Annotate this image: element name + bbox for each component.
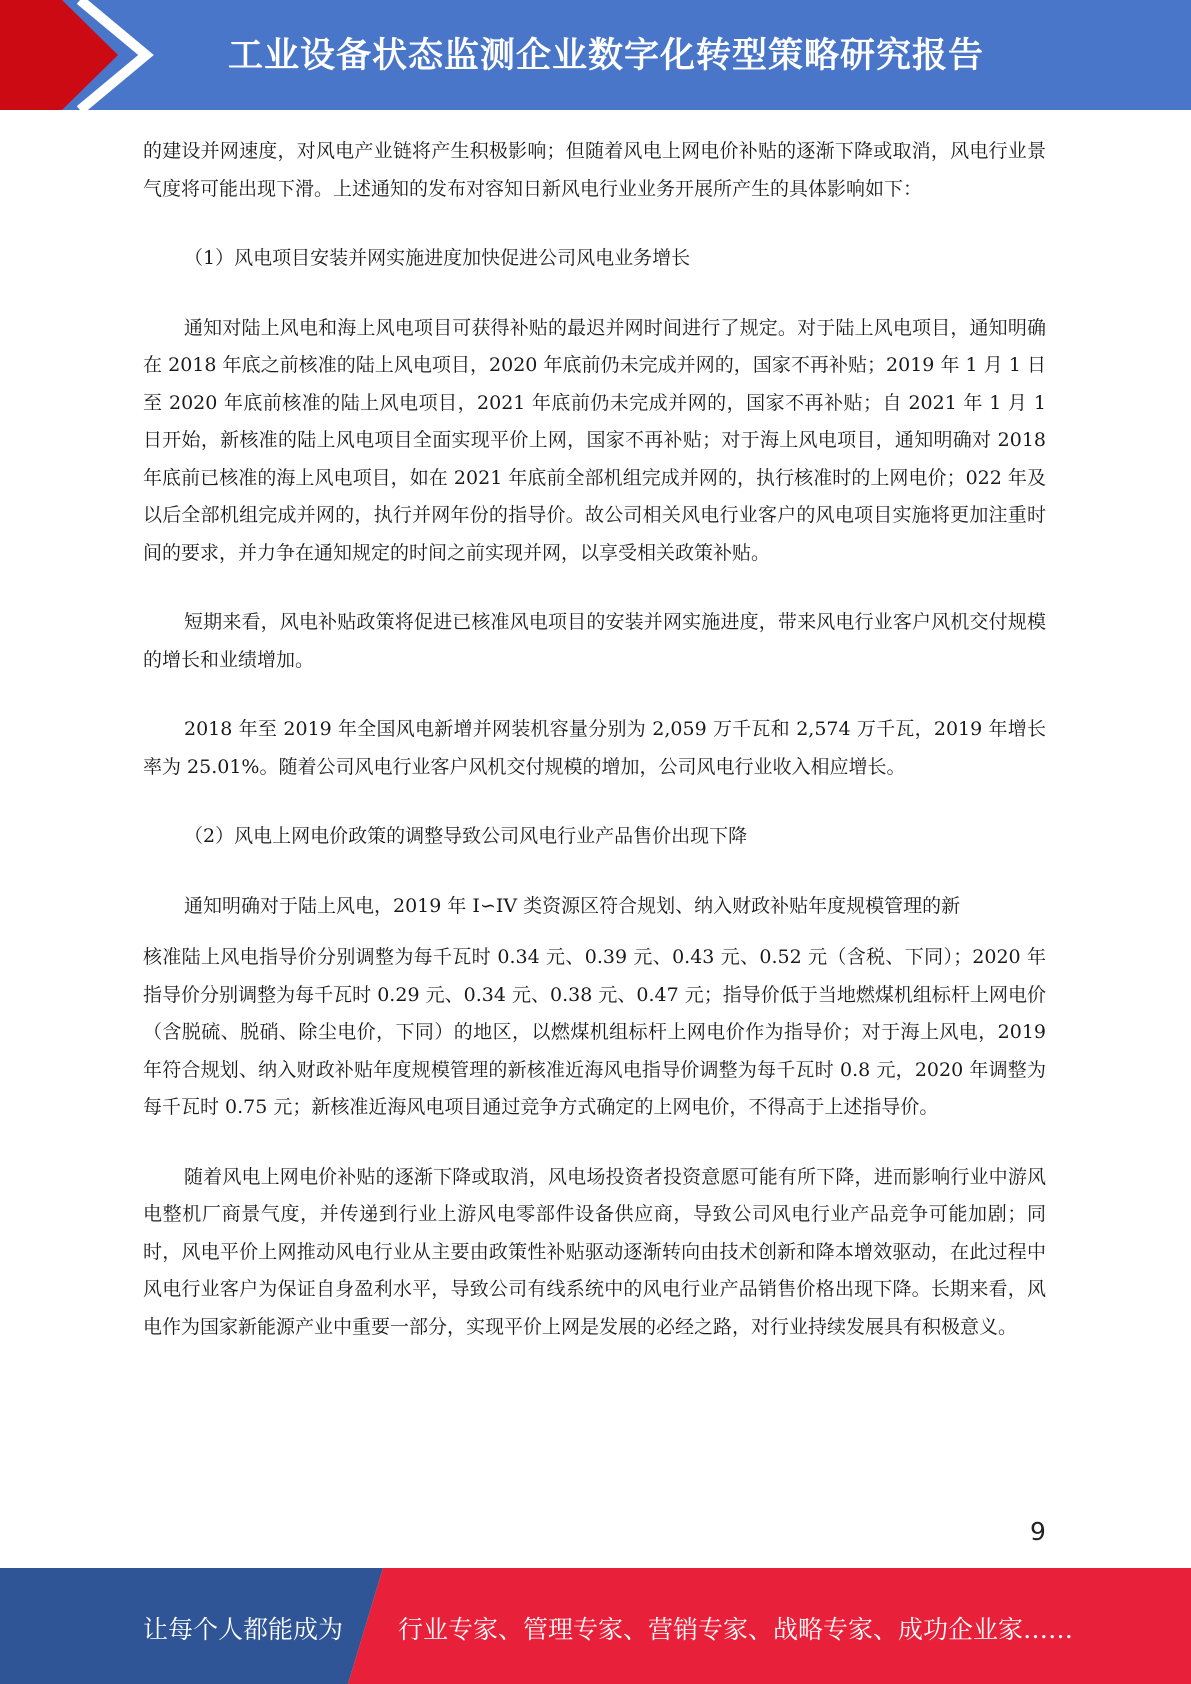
- paragraph: 核准陆上风电指导价分别调整为每千瓦时 0.34 元、0.39 元、0.43 元、0.52 元（含税、下同）；2020 年指导价分别调整为每千瓦时 0.29 元、0.34 元、0.38 元、0.47 元；指导价低于当地燃煤机组标杆上网电价（含脱硫、脱硝、除尘电价，下同）的地区，以燃煤机组标杆上网电价作为指导价；对于海上风电，2019 年符合规划、纳入财政补贴年度规模管理的新核准近海风电指导价调整为每千瓦时 0.8 元，2020 年调整为每千瓦时 0.75 元；新核准近海风电项目通过竞争方式确定的上网电价，不得高于上述指导价。: [143, 946, 1046, 1118]
- paragraph: 随着风电上网电价补贴的逐渐下降或取消，风电场投资者投资意愿可能有所下降，进而影响行业中游风电整机厂商景气度，并传递到行业上游风电零部件设备供应商，导致公司风电行业产品竞争可能加剧；同时，风电平价上网推动风电行业从主要由政策性补贴驱动逐渐转向由技术创新和降本增效驱动，在此过程中风电行业客户为保证自身盈利水平，导致公司有线系统中的风电行业产品销售价格出现下降。长期来看，风电作为国家新能源产业中重要一部分，实现平价上网是发展的必经之路，对行业持续发展具有积极意义。: [143, 1165, 1046, 1338]
- paragraph: 的建设并网速度，对风电产业链将产生积极影响；但随着风电上网电价补贴的逐渐下降或取消，风电行业景气度将可能出现下滑。上述通知的发布对容知日新风电行业业务开展所产生的具体影响如下：: [143, 140, 1046, 200]
- section-heading: （2）风电上网电价政策的调整导致公司风电行业产品售价出现下降: [184, 825, 748, 847]
- paragraph: 通知对陆上风电和海上风电项目可获得补贴的最迟并网时间进行了规定。对于陆上风电项目，通知明确在 2018 年底之前核准的陆上风电项目，2020 年底前仍未完成并网的，国家不再补贴；2019 年 1 月 1 日至 2020 年底前核准的陆上风电项目，2021 年底前仍未完成并网的，国家不再补贴；自 2021 年 1 月 1 日开始，新核准的陆上风电项目全面实现平价上网，国家不再补贴；对于海上风电项目，通知明确对 2018 年底前已核准的海上风电项目，如在 2021 年底前全部机组完成并网的，执行核准时的上网电价；022 年及以后全部机组完成并网的，执行并网年份的指导价。故公司相关风电行业客户的风电项目实施将更加注重时间的要求，并力争在通知规定的时间之前实现并网，以享受相关政策补贴。: [143, 316, 1046, 564]
- paragraph: 2018 年至 2019 年全国风电新增并网装机容量分别为 2,059 万千瓦和 2,574 万千瓦，2019 年增长率为 25.01%。随着公司风电行业客户风机交付规模的增加，公司风电行业收入相应增长。: [143, 718, 1046, 778]
- page-footer: [0, 1568, 1191, 1684]
- paragraph: 通知明确对于陆上风电，2019 年 I∽IV 类资源区符合规划、纳入财政补贴年度规模管理的新: [184, 894, 961, 917]
- footer-slogan-left: 让每个人都能成为: [143, 1615, 344, 1644]
- page-number: 9: [1030, 1517, 1046, 1546]
- page-header: [0, 0, 1191, 110]
- paragraph: 短期来看，风电补贴政策将促进已核准风电项目的安装并网实施进度，带来风电行业客户风机交付规模的增长和业绩增加。: [143, 611, 1046, 671]
- section-heading: （1）风电项目安装并网实施进度加快促进公司风电业务增长: [184, 247, 691, 269]
- report-title: 工业设备状态监测企业数字化转型策略研究报告: [228, 36, 985, 76]
- chevron-decoration: [0, 0, 160, 110]
- footer-slogan-right: 行业专家、管理专家、营销专家、战略专家、成功企业家……: [398, 1615, 1074, 1644]
- body-content: [143, 133, 1046, 1346]
